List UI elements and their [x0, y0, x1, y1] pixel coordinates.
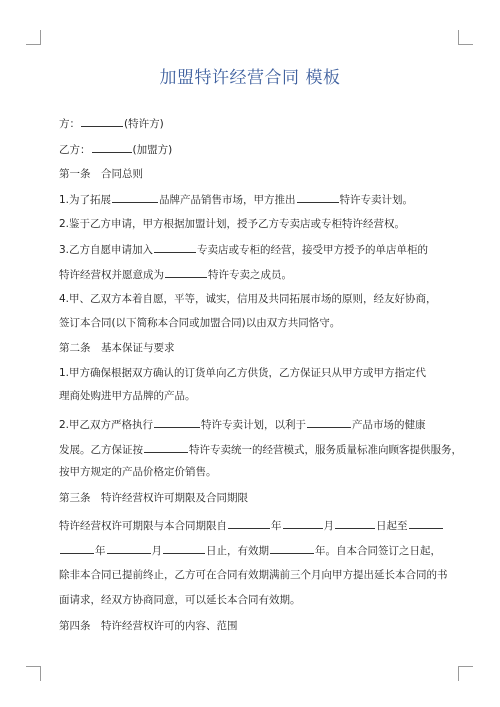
clause-text: 特许专卖计划，以利于 [201, 419, 307, 431]
party-b-line [59, 141, 449, 157]
party-b-label: 乙方： [59, 144, 91, 156]
fill-blank [163, 542, 205, 554]
fill-blank [283, 517, 323, 529]
article-2-clause-2-cont [59, 441, 462, 457]
clause-text: 品牌产品销售市场，甲方推出 [159, 194, 296, 206]
article-3-para-1 [59, 517, 449, 533]
clause-text: 特许专卖统一的经营模式，服务质量标准向顾客提供服务， [189, 444, 462, 456]
party-b-blank [92, 141, 132, 153]
fill-blank [409, 517, 443, 529]
article-3-para-4: 面请求，经双方协商同意，可以延长本合同有效期。 [59, 594, 301, 606]
clause-text: 专卖店或专柜的经营，接受甲方授予的单店单柜的 [197, 244, 429, 256]
article-1-clause-1 [59, 191, 449, 207]
clause-text: 产品市场的健康 [352, 419, 426, 431]
crop-mark-bottom-left [26, 666, 41, 681]
article-2-heading: 第二条 基本保证与要求 [59, 342, 175, 354]
article-1-clause-4-cont: 签订本合同(以下简称本合同或加盟合同)以由双方共同恪守。 [59, 317, 341, 329]
fill-blank [228, 517, 270, 529]
article-2-clause-1: 1.甲方确保根据双方确认的订货单向乙方供货，乙方保证只从甲方或甲方指定代 [59, 367, 427, 379]
article-3-heading: 第三条 特许经营权许可期限及合同期限 [59, 492, 248, 504]
article-3-para-2 [59, 542, 449, 558]
crop-mark-top-right [458, 30, 473, 45]
fill-blank [270, 542, 314, 554]
clause-text: 发展。乙方保证按 [59, 444, 143, 456]
party-b-suffix: (加盟方) [132, 144, 173, 156]
clause-text: 年 [271, 520, 282, 532]
fill-blank [335, 517, 375, 529]
clause-text: 年 [95, 545, 106, 557]
article-1-clause-3-cont [59, 266, 449, 282]
article-2-clause-2-end: 按甲方规定的产品价格定价销售。 [59, 466, 217, 478]
article-2-clause-2 [59, 416, 449, 432]
article-1-clause-2: 2.鉴于乙方申请，甲方根据加盟计划，授予乙方专卖店或专柜特许经营权。 [59, 218, 406, 230]
fill-blank [107, 542, 151, 554]
party-a-label: 方： [59, 118, 80, 130]
clause-text: 月 [151, 545, 162, 557]
article-3-para-3: 除非本合同已提前终止，乙方可在合同有效期满前三个月向甲方提出延长本合同的书 [59, 569, 448, 581]
clause-text: 日止，有效期 [206, 545, 269, 557]
clause-text: 特许经营权并愿意成为 [59, 269, 164, 281]
article-1-heading: 第一条 合同总则 [59, 168, 143, 180]
fill-blank [154, 416, 200, 428]
fill-blank [165, 266, 207, 278]
clause-text: 日起至 [376, 520, 408, 532]
article-2-clause-1-cont: 理商处购进甲方品牌的产品。 [59, 390, 196, 402]
article-1-clause-3 [59, 241, 449, 257]
party-a-suffix: (特许方) [124, 118, 164, 130]
fill-blank [60, 542, 94, 554]
fill-blank [154, 241, 196, 253]
clause-text: 2.甲乙双方严格执行 [59, 419, 154, 431]
party-a-blank [81, 115, 123, 127]
crop-mark-top-left [26, 30, 41, 45]
crop-mark-bottom-right [458, 666, 473, 681]
document-title: 加盟特许经营合同 模板 [159, 68, 341, 88]
clause-text: 1.为了拓展 [59, 194, 112, 206]
clause-text: 特许经营权许可期限与本合同期限自 [59, 520, 227, 532]
article-4-heading: 第四条 特许经营权许可的内容、范围 [59, 620, 238, 632]
fill-blank [307, 416, 351, 428]
fill-blank [297, 191, 339, 203]
party-a-line [59, 115, 449, 131]
article-1-clause-4: 4.甲、乙双方本着自愿，平等，诚实，信用及共同拓展市场的原则，经友好协商， [59, 293, 437, 305]
clause-text: 月 [323, 520, 334, 532]
clause-text: 3.乙方自愿申请加入 [59, 244, 154, 256]
fill-blank [144, 441, 188, 453]
clause-text: 特许专卖之成员。 [208, 269, 292, 281]
fill-blank [112, 191, 158, 203]
clause-text: 特许专卖计划。 [339, 194, 414, 206]
clause-text: 年。自本合同签订之日起， [315, 545, 441, 557]
